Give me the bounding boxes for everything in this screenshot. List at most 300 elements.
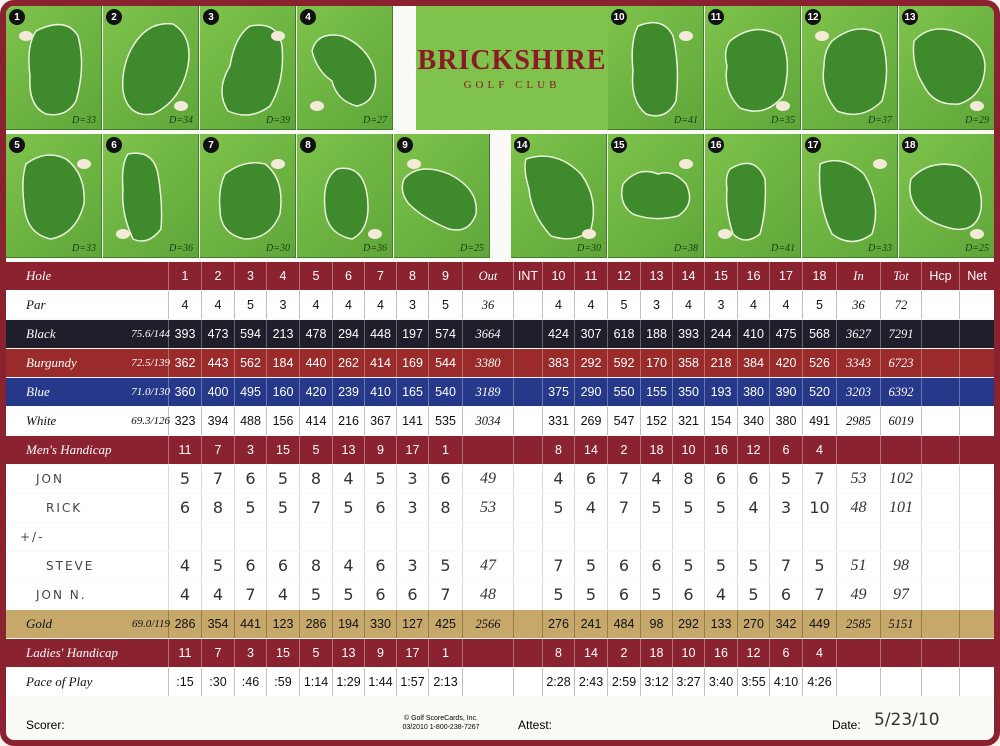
cell: 495 [234, 378, 266, 406]
score-cell[interactable] [364, 523, 396, 551]
score-cell[interactable] [513, 552, 542, 580]
cell: 10 [672, 436, 704, 464]
cell: 340 [737, 407, 769, 435]
score-cell[interactable]: 5 [168, 465, 201, 493]
green-depth: D=41 [674, 115, 698, 126]
cell: 3:27 [672, 668, 704, 696]
pace-of-play-row [6, 668, 994, 696]
cell: 1 [168, 262, 201, 290]
cell [921, 320, 959, 348]
score-cell[interactable]: 6 [266, 552, 299, 580]
cell: 4 [672, 291, 704, 319]
cell: 1 [428, 436, 462, 464]
score-cell[interactable] [513, 465, 542, 493]
cell: 3034 [462, 407, 513, 435]
cell: 3343 [836, 349, 880, 377]
hole-diagram-9 [394, 134, 490, 258]
fairway-shape [103, 134, 199, 258]
green-depth: D=29 [965, 115, 989, 126]
cell [959, 407, 994, 435]
cell: 3:40 [704, 668, 737, 696]
cell: 526 [802, 349, 836, 377]
score-cell[interactable] [428, 523, 462, 551]
mens-handicap-row [6, 436, 994, 464]
score-cell[interactable]: 4 [640, 465, 672, 493]
score-cell[interactable]: 53 [836, 465, 880, 493]
score-cell[interactable]: 48 [462, 581, 513, 609]
cell: 321 [672, 407, 704, 435]
cell: 383 [542, 349, 574, 377]
cell: 292 [574, 349, 607, 377]
cell [959, 639, 994, 667]
cell: 7 [364, 262, 396, 290]
cell: 562 [234, 349, 266, 377]
score-cell[interactable]: 4 [168, 552, 201, 580]
score-cell[interactable]: 7 [769, 552, 802, 580]
cell: 4 [299, 291, 332, 319]
cell [513, 407, 542, 435]
score-cell[interactable]: 5 [332, 581, 364, 609]
score-cell[interactable] [959, 465, 994, 493]
cell: 520 [802, 378, 836, 406]
cell: 3 [266, 291, 299, 319]
cell: 12 [737, 436, 769, 464]
hole-diagram-4 [297, 6, 393, 130]
cell [959, 291, 994, 319]
cell: 197 [396, 320, 428, 348]
cell: 2985 [836, 407, 880, 435]
score-cell[interactable]: 6 [234, 465, 266, 493]
score-cell[interactable]: 51 [836, 552, 880, 580]
score-cell[interactable]: 5 [332, 494, 364, 522]
cell: 4 [737, 291, 769, 319]
score-cell[interactable]: 8 [299, 552, 332, 580]
cell: 4:26 [802, 668, 836, 696]
score-cell[interactable]: 8 [672, 465, 704, 493]
cell: 11 [574, 262, 607, 290]
score-cell[interactable] [332, 523, 364, 551]
score-cell[interactable]: 5 [672, 552, 704, 580]
cell [880, 668, 921, 696]
cell: 194 [332, 610, 364, 638]
cell [880, 436, 921, 464]
cell: 594 [234, 320, 266, 348]
hole-diagram-14 [511, 134, 607, 258]
cell: 36 [836, 291, 880, 319]
score-cell[interactable]: 6 [737, 465, 769, 493]
fairway-shape [802, 134, 898, 258]
cell: 4 [802, 639, 836, 667]
score-cell[interactable] [836, 523, 880, 551]
cell: 3189 [462, 378, 513, 406]
score-cell[interactable] [266, 523, 299, 551]
cell: 292 [672, 610, 704, 638]
score-cell[interactable]: 4 [542, 465, 574, 493]
logo-name: BRICKSHIRE [417, 45, 607, 76]
cell: 2:13 [428, 668, 462, 696]
score-cell[interactable] [574, 523, 607, 551]
score-cell[interactable]: 4 [266, 581, 299, 609]
cell: 8 [396, 262, 428, 290]
cell: 535 [428, 407, 462, 435]
score-cell[interactable]: 6 [640, 552, 672, 580]
cell [921, 349, 959, 377]
cell: Out [462, 262, 513, 290]
score-cell[interactable] [542, 523, 574, 551]
player-row [6, 581, 994, 609]
score-cell[interactable] [959, 552, 994, 580]
cell: 4 [266, 262, 299, 290]
hole-number: 13 [902, 9, 918, 25]
score-cell[interactable] [704, 523, 737, 551]
score-cell[interactable]: 5 [802, 552, 836, 580]
player-name[interactable]: RICK [46, 501, 83, 515]
player-name[interactable]: STEVE [46, 559, 95, 573]
cell: 152 [640, 407, 672, 435]
cell: 270 [737, 610, 769, 638]
score-cell[interactable]: 7 [201, 465, 234, 493]
score-cell[interactable] [513, 494, 542, 522]
score-cell[interactable] [921, 523, 959, 551]
score-cell[interactable] [959, 581, 994, 609]
cell: 393 [672, 320, 704, 348]
score-cell[interactable] [672, 523, 704, 551]
score-cell[interactable]: 49 [836, 581, 880, 609]
score-cell[interactable]: 6 [672, 581, 704, 609]
score-cell[interactable]: 5 [640, 581, 672, 609]
cell: In [836, 262, 880, 290]
cell: 213 [266, 320, 299, 348]
score-cell[interactable] [513, 523, 542, 551]
cell: 6 [769, 436, 802, 464]
hole-number: 1 [9, 9, 25, 25]
cell: 478 [299, 320, 332, 348]
cell: 4 [332, 291, 364, 319]
score-cell[interactable]: 7 [299, 494, 332, 522]
cell: 323 [168, 407, 201, 435]
cell [959, 436, 994, 464]
score-cell[interactable]: 7 [428, 581, 462, 609]
green-depth: D=39 [266, 115, 290, 126]
hole-diagram-1 [6, 6, 102, 130]
fairway-shape [6, 134, 102, 258]
attest-label: Attest: [518, 718, 553, 732]
score-cell[interactable] [921, 494, 959, 522]
hole-diagram-3 [200, 6, 296, 130]
score-cell[interactable]: 6 [704, 465, 737, 493]
score-cell[interactable] [802, 523, 836, 551]
cell [921, 407, 959, 435]
score-cell[interactable]: 6 [364, 581, 396, 609]
cell: 618 [607, 320, 640, 348]
cell: 17 [769, 262, 802, 290]
cell: 592 [607, 349, 640, 377]
score-cell[interactable] [737, 523, 769, 551]
par-row [6, 291, 994, 319]
score-cell[interactable]: 4 [168, 581, 201, 609]
score-cell[interactable]: 5 [672, 494, 704, 522]
fairway-shape [705, 6, 801, 130]
score-cell[interactable]: 4 [737, 494, 769, 522]
score-cell[interactable]: 6 [574, 465, 607, 493]
cell: 448 [364, 320, 396, 348]
score-cell[interactable]: 5 [201, 552, 234, 580]
green-depth: D=36 [169, 243, 193, 254]
cell: 443 [201, 349, 234, 377]
cell: 98 [640, 610, 672, 638]
cell: 380 [737, 378, 769, 406]
hole-number: 6 [106, 137, 122, 153]
cell: 262 [332, 349, 364, 377]
score-cell[interactable]: 8 [428, 494, 462, 522]
score-cell[interactable]: 10 [802, 494, 836, 522]
score-cell[interactable]: 48 [836, 494, 880, 522]
cell: 4 [574, 291, 607, 319]
hole-number: 8 [300, 137, 316, 153]
cell: 384 [737, 349, 769, 377]
cell: 5 [607, 291, 640, 319]
score-cell[interactable]: 7 [542, 552, 574, 580]
cell [880, 639, 921, 667]
cell: 9 [364, 436, 396, 464]
blue-tees-row [6, 378, 994, 406]
score-cell[interactable]: 47 [462, 552, 513, 580]
hole-diagram-7 [200, 134, 296, 258]
cell: 36 [462, 291, 513, 319]
score-cell[interactable]: 4 [704, 581, 737, 609]
player-name[interactable]: JON N. [36, 588, 87, 602]
cell: 276 [542, 610, 574, 638]
row-label: Gold [26, 616, 52, 631]
fairway-shape [802, 6, 898, 130]
course-rating: 75.6/144 [131, 328, 170, 340]
cell: 9 [428, 262, 462, 290]
cell [513, 610, 542, 638]
cell: 3 [640, 291, 672, 319]
course-rating: 72.5/139 [131, 357, 170, 369]
score-cell[interactable]: 4 [332, 465, 364, 493]
score-cell[interactable]: 6 [168, 494, 201, 522]
cell: 5 [299, 262, 332, 290]
score-cell[interactable] [396, 523, 428, 551]
cell: 540 [428, 378, 462, 406]
player-name[interactable]: +/- [20, 530, 45, 544]
cell [513, 668, 542, 696]
score-cell[interactable]: 7 [234, 581, 266, 609]
cell: 488 [234, 407, 266, 435]
green-depth: D=27 [363, 115, 387, 126]
hole-number: 5 [9, 137, 25, 153]
cell: 342 [769, 610, 802, 638]
score-cell[interactable] [513, 581, 542, 609]
cell: 72 [880, 291, 921, 319]
score-cell[interactable]: 5 [737, 552, 769, 580]
cell: 10 [542, 262, 574, 290]
cell: 6723 [880, 349, 921, 377]
score-cell[interactable]: 5 [737, 581, 769, 609]
cell [513, 639, 542, 667]
cell: 475 [769, 320, 802, 348]
score-cell[interactable]: 4 [332, 552, 364, 580]
player-name[interactable]: JON [36, 472, 64, 486]
white-tees-row [6, 407, 994, 435]
score-cell[interactable]: 6 [428, 465, 462, 493]
score-cell[interactable]: 5 [640, 494, 672, 522]
cell: 13 [640, 262, 672, 290]
score-cell[interactable]: 7 [802, 581, 836, 609]
cell: 216 [332, 407, 364, 435]
score-cell[interactable]: 8 [299, 465, 332, 493]
score-cell[interactable]: 5 [704, 494, 737, 522]
hole-number: 14 [514, 137, 530, 153]
score-cell[interactable] [168, 523, 201, 551]
cell [836, 436, 880, 464]
score-cell[interactable]: 3 [769, 494, 802, 522]
cell: 244 [704, 320, 737, 348]
cell: 390 [769, 378, 802, 406]
hole-number: 10 [611, 9, 627, 25]
cell: 410 [737, 320, 769, 348]
score-cell[interactable] [880, 523, 921, 551]
cell: 14 [574, 639, 607, 667]
score-cell[interactable]: 53 [462, 494, 513, 522]
cell: 11 [168, 436, 201, 464]
score-cell[interactable]: 8 [201, 494, 234, 522]
score-cell[interactable]: 6 [607, 552, 640, 580]
fairway-shape [200, 6, 296, 130]
score-cell[interactable]: 5 [299, 581, 332, 609]
score-cell[interactable] [921, 581, 959, 609]
score-cell[interactable]: 7 [607, 494, 640, 522]
row-label: Par [26, 297, 46, 312]
cell [959, 378, 994, 406]
fairway-shape [6, 6, 102, 130]
cell: 17 [396, 436, 428, 464]
cell: 1 [428, 639, 462, 667]
score-cell[interactable]: 6 [607, 581, 640, 609]
score-cell[interactable]: 3 [396, 494, 428, 522]
cell [513, 349, 542, 377]
score-cell[interactable]: 5 [364, 465, 396, 493]
cell: 574 [428, 320, 462, 348]
cell [462, 668, 513, 696]
cell: 2585 [836, 610, 880, 638]
score-cell[interactable] [769, 523, 802, 551]
cell: 393 [168, 320, 201, 348]
cell: 307 [574, 320, 607, 348]
score-cell[interactable]: 6 [234, 552, 266, 580]
cell [921, 639, 959, 667]
score-cell[interactable]: 3 [396, 552, 428, 580]
score-cell[interactable]: 6 [364, 552, 396, 580]
hole-number: 17 [805, 137, 821, 153]
cell: Tot [880, 262, 921, 290]
row-label: Burgundy [26, 355, 77, 370]
cell: 3 [704, 291, 737, 319]
cell [921, 610, 959, 638]
cell [959, 349, 994, 377]
score-cell[interactable] [299, 523, 332, 551]
cell: 362 [168, 349, 201, 377]
score-cell[interactable]: 5 [542, 581, 574, 609]
cell: 127 [396, 610, 428, 638]
score-cell[interactable]: 5 [266, 465, 299, 493]
header-row [6, 262, 994, 290]
score-cell[interactable]: 6 [769, 581, 802, 609]
score-cell[interactable]: 6 [364, 494, 396, 522]
cell: 4 [364, 291, 396, 319]
score-cell[interactable]: 5 [542, 494, 574, 522]
fairway-shape [705, 134, 801, 258]
score-cell[interactable] [921, 552, 959, 580]
cell: 3664 [462, 320, 513, 348]
score-cell[interactable] [201, 523, 234, 551]
score-cell[interactable] [607, 523, 640, 551]
cell: 13 [332, 639, 364, 667]
score-cell[interactable]: 102 [880, 465, 921, 493]
cell: 193 [704, 378, 737, 406]
score-cell[interactable]: 98 [880, 552, 921, 580]
green-depth: D=30 [577, 243, 601, 254]
score-cell[interactable]: 5 [769, 465, 802, 493]
course-rating: 69.3/126 [131, 415, 170, 427]
score-cell[interactable]: 5 [266, 494, 299, 522]
cell: 123 [266, 610, 299, 638]
score-cell[interactable]: 49 [462, 465, 513, 493]
score-cell[interactable]: 5 [428, 552, 462, 580]
score-cell[interactable]: 7 [607, 465, 640, 493]
score-cell[interactable]: 5 [574, 552, 607, 580]
score-cell[interactable] [462, 523, 513, 551]
cell: 18 [802, 262, 836, 290]
fairway-shape [608, 6, 704, 130]
cell: 14 [672, 262, 704, 290]
score-cell[interactable] [640, 523, 672, 551]
score-cell[interactable]: 7 [802, 465, 836, 493]
cell: 394 [201, 407, 234, 435]
score-cell[interactable]: 5 [704, 552, 737, 580]
score-cell[interactable]: 6 [396, 581, 428, 609]
score-cell[interactable]: 97 [880, 581, 921, 609]
cell [513, 320, 542, 348]
cell: 290 [574, 378, 607, 406]
score-cell[interactable]: 4 [574, 494, 607, 522]
hole-diagram-12 [802, 6, 898, 130]
score-cell[interactable]: 4 [201, 581, 234, 609]
cell: 3 [396, 291, 428, 319]
cell: 2 [201, 262, 234, 290]
cell: 241 [574, 610, 607, 638]
score-cell[interactable] [959, 494, 994, 522]
cell [921, 378, 959, 406]
cell: 16 [704, 639, 737, 667]
cell: :15 [168, 668, 201, 696]
score-cell[interactable]: 3 [396, 465, 428, 493]
score-cell[interactable] [959, 523, 994, 551]
cell: 3 [234, 262, 266, 290]
cell: 360 [168, 378, 201, 406]
score-cell[interactable] [234, 523, 266, 551]
cell: 6392 [880, 378, 921, 406]
score-cell[interactable]: 101 [880, 494, 921, 522]
score-cell[interactable]: 5 [234, 494, 266, 522]
scorer-label: Scorer: [26, 718, 65, 732]
cell: 156 [266, 407, 299, 435]
score-cell[interactable] [921, 465, 959, 493]
score-cell[interactable]: 5 [574, 581, 607, 609]
cell: 1:57 [396, 668, 428, 696]
cell: 449 [802, 610, 836, 638]
